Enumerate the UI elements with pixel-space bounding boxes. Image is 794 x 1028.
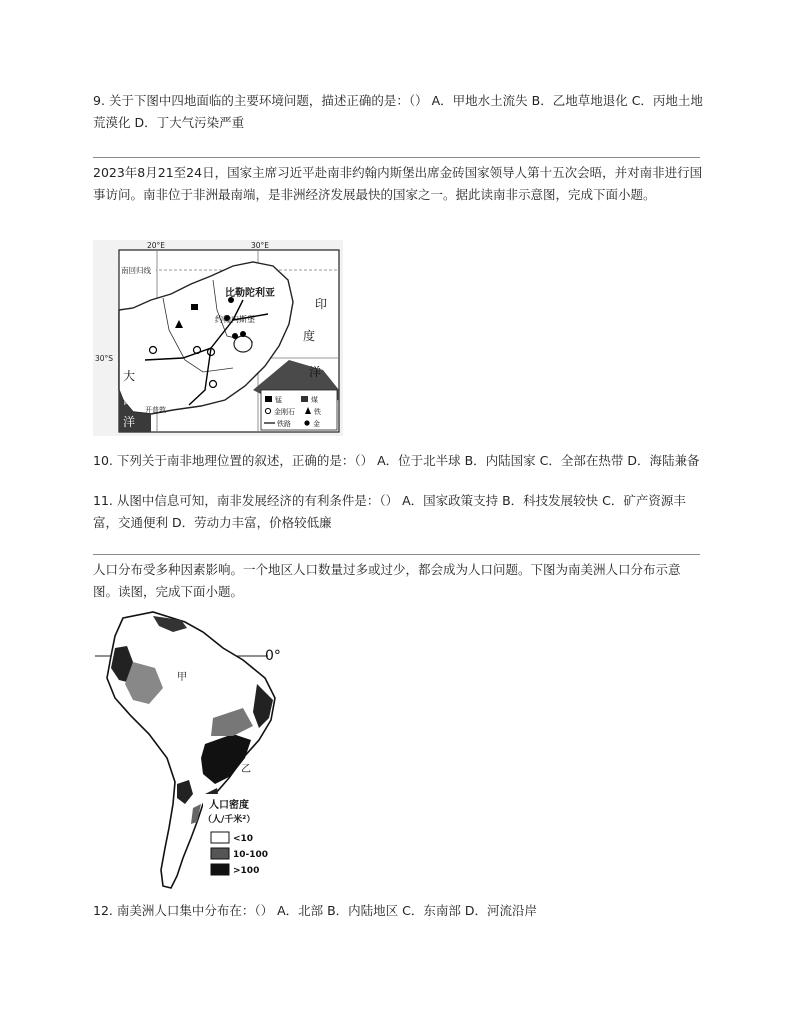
label-johannesburg: 约翰内斯堡 [215, 315, 255, 324]
question-9: 9. 关于下图中四地面临的主要环境问题，描述正确的是：（） A．甲地水土流失 B．乙地草地退化 C．丙地土地荒漠化 D．丁大气污染严重 [93, 93, 703, 130]
legend-iron: 铁 [314, 408, 321, 416]
question-11: 11. 从图中信息可知，南非发展经济的有利条件是：（） A．国家政策支持 B．科技发展较快 C．矿产资源丰富，交通便利 D．劳动力丰富，价格较低廉 [93, 493, 686, 530]
legend-manganese: 锰 [275, 396, 282, 404]
legend-diamond: 金刚石 [274, 408, 295, 416]
label-ocean-indian-1: 印 [315, 297, 328, 311]
legend-low: <10 [233, 834, 254, 844]
label-cape-town: 开普敦 [145, 406, 166, 414]
label-30s: 30°S [95, 354, 114, 363]
section-divider [93, 554, 700, 555]
label-20e: 20°E [147, 241, 166, 250]
south-america-map [93, 608, 293, 893]
question-12: 12. 南美洲人口集中分布在：（） A．北部 B．内陆地区 C．东南部 D．河流沿岸 [93, 903, 537, 918]
label-jia: 甲 [177, 672, 187, 683]
label-ocean-indian-3: 洋 [309, 365, 322, 379]
legend-mid: 10-100 [233, 850, 269, 860]
label-ocean-atlantic-1: 大 [123, 369, 136, 383]
south-africa-map [93, 240, 343, 436]
label-30e: 30°E [251, 241, 270, 250]
label-tropic: 南回归线 [121, 266, 151, 275]
label-equator: 0° [265, 648, 281, 664]
intro-south-africa: 2023年8月21至24日，国家主席习近平赴南非约翰内斯堡出席金砖国家领导人第十五次会晤，并对南非进行国事访问。南非位于非洲最南端，是非洲经济发展最快的国家之一。据此读南非示意图，完成下面小题。 [93, 165, 703, 202]
question-10: 10. 下列关于南非地理位置的叙述，正确的是：（） A．位于北半球 B．内陆国家 C．全部在热带 D．海陆兼备 [93, 453, 700, 468]
legend-railway: 铁路 [277, 420, 291, 428]
label-ocean-atlantic-2: 西 [123, 393, 136, 407]
south-africa-map-figure [93, 240, 343, 436]
legend-unit: （人/千米²） [203, 815, 256, 825]
legend-coal: 煤 [311, 396, 318, 404]
label-ocean-indian-2: 度 [303, 329, 316, 343]
section-divider [93, 157, 700, 158]
label-pretoria: 比勒陀利亚 [225, 288, 275, 299]
legend-gold: 金 [313, 420, 320, 428]
south-america-map-figure [93, 608, 293, 893]
legend-title: 人口密度 [209, 800, 249, 811]
label-yi: 乙 [241, 764, 251, 775]
intro-south-america: 人口分布受多种因素影响。一个地区人口数量过多或过少，都会成为人口问题。下图为南美洲人口分布示意图。读图，完成下面小题。 [93, 562, 681, 599]
legend-high: >100 [233, 866, 260, 876]
label-ocean-atlantic-3: 洋 [123, 415, 136, 429]
